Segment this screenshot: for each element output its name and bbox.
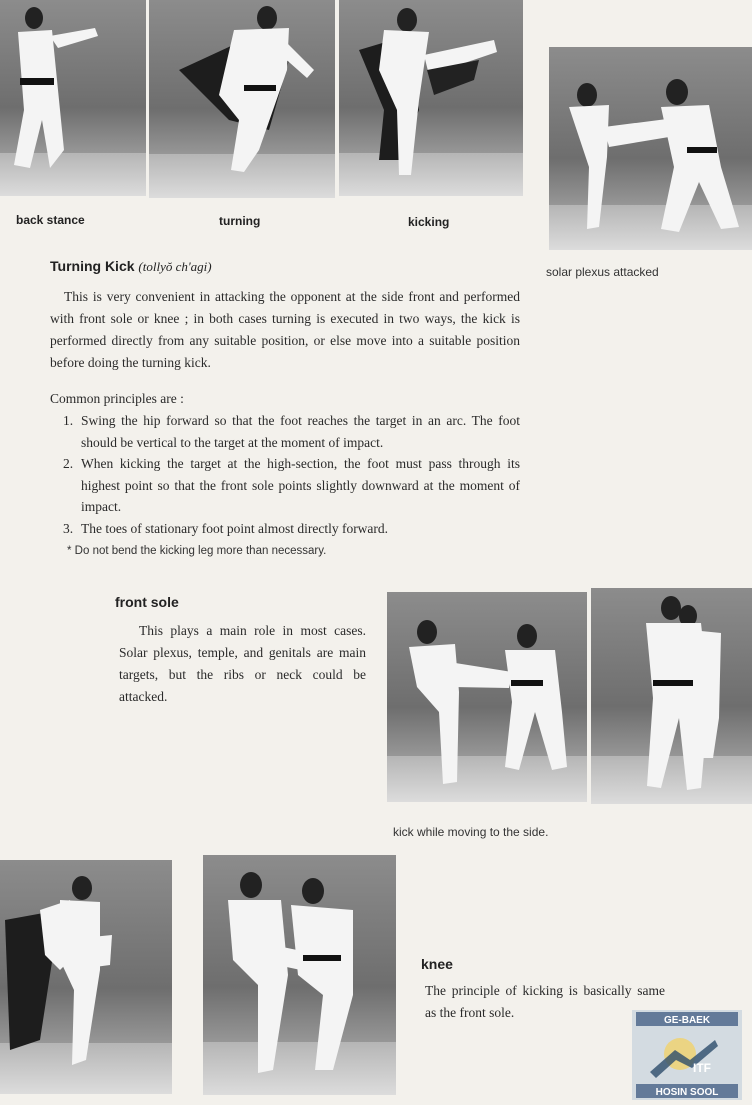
principle-item [63,410,520,453]
common-principles-label: Common principles are : [50,391,184,406]
ge-baek-logo [620,1010,752,1100]
caption-back-stance: back stance [16,213,85,227]
caption-side-move: kick while moving to the side. [393,825,549,839]
section-title-front-sole: front sole [115,594,179,610]
photo-turning [149,0,335,198]
principle-text: The toes of stationary foot point almost directly forward. [81,520,389,536]
principle-item [63,518,520,540]
photo-knee-attack [203,855,396,1095]
photo-kicking [339,0,523,196]
caption-turning: turning [219,214,261,228]
title-korean: (tollyŏ ch'agi) [138,259,212,274]
caption-solar-plexus: solar plexus attacked [546,265,659,279]
photo-solar-plexus [549,47,752,250]
photo-back-stance [0,0,146,196]
principle-number: 1. [63,413,74,428]
front-sole-text: This plays a main role in most cases. Solar plexus, temple, and genitals are main targets, but the ribs or neck could be attacked. [119,623,366,704]
photo-front-sole-kick [387,592,587,802]
principle-text: Swing the hip forward so that the foot reaches the target in an arc. The foot should be vertical to the target at the moment of impact. [81,413,520,450]
photo-knee-kick [0,860,172,1094]
principle-item [63,453,520,518]
note-kicking-leg: * Do not bend the kicking leg more than necessary. [67,545,327,557]
knee-text: The principle of kicking is basically same as the front sole. [425,983,665,1020]
section-title-knee: knee [421,956,453,972]
caption-kicking: kicking [408,215,450,229]
principle-number: 3. [63,520,74,536]
section-title-turning-kick [50,258,212,275]
photo-side-move [591,588,752,804]
svg-text:HOSIN SOOL: HOSIN SOOL [655,1087,719,1098]
svg-text:ITF: ITF [693,1061,711,1075]
svg-text:GE-BAEK: GE-BAEK [663,1015,711,1026]
title-text: Turning Kick [50,258,135,274]
turning-kick-intro: This is very convenient in attacking the opponent at the side front and performed with front sole or knee ; in both cases turning is executed in two ways, the kick is performed directly from any suitable position, or else move into a suitable position before doing the turning kick. [50,289,520,370]
principle-text: When kicking the target at the high-section, the foot must pass through its highest point so that the front sole points slightly downward at the moment of impact. [81,456,520,514]
principle-number: 2. [63,456,74,471]
principles-list [63,410,520,539]
